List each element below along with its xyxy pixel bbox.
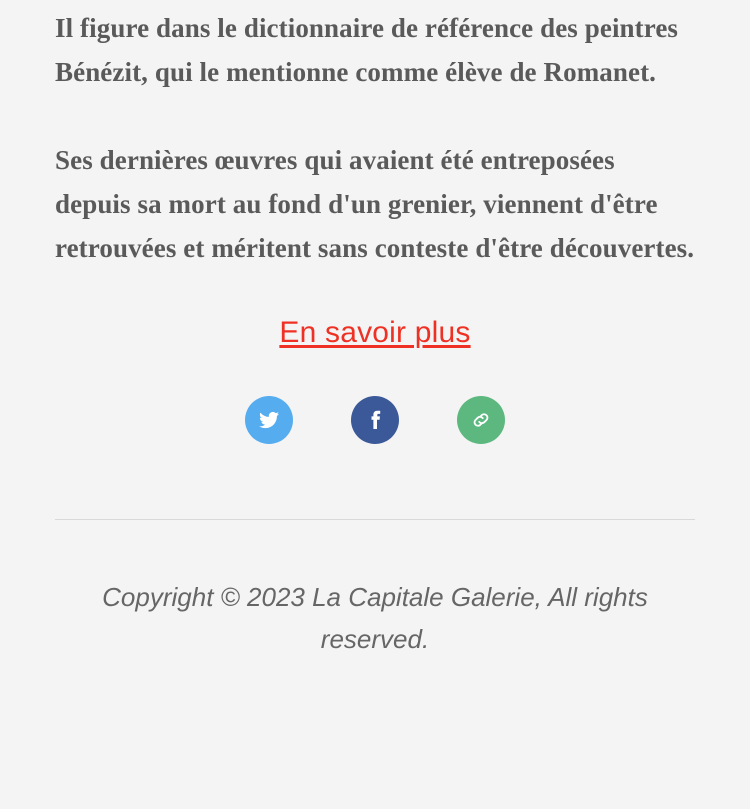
footer-divider (55, 519, 695, 520)
cta-container (55, 316, 695, 350)
social-button-facebook[interactable] (351, 396, 399, 444)
social-button-twitter[interactable] (245, 396, 293, 444)
link-icon (469, 408, 493, 432)
twitter-icon (257, 408, 281, 432)
social-links (55, 396, 695, 444)
paragraph-spacer (55, 94, 695, 138)
paragraph-2: Ses dernières œuvres qui avaient été entreposées depuis sa mort au fond d'un grenier, viennent d'être retrouvées et méritent sans conteste d'être découvertes. (55, 145, 695, 263)
paragraph-1: Il figure dans le dictionnaire de référence des peintres Bénézit, qui le mentionne comme élève de Romanet. (55, 13, 679, 87)
learn-more-link[interactable]: En savoir plus (279, 316, 471, 349)
footer (0, 576, 750, 660)
copyright-text: Copyright © 2023 La Capitale Galerie, All rights reserved. (102, 582, 648, 654)
social-button-website[interactable] (457, 396, 505, 444)
facebook-icon (363, 408, 387, 432)
